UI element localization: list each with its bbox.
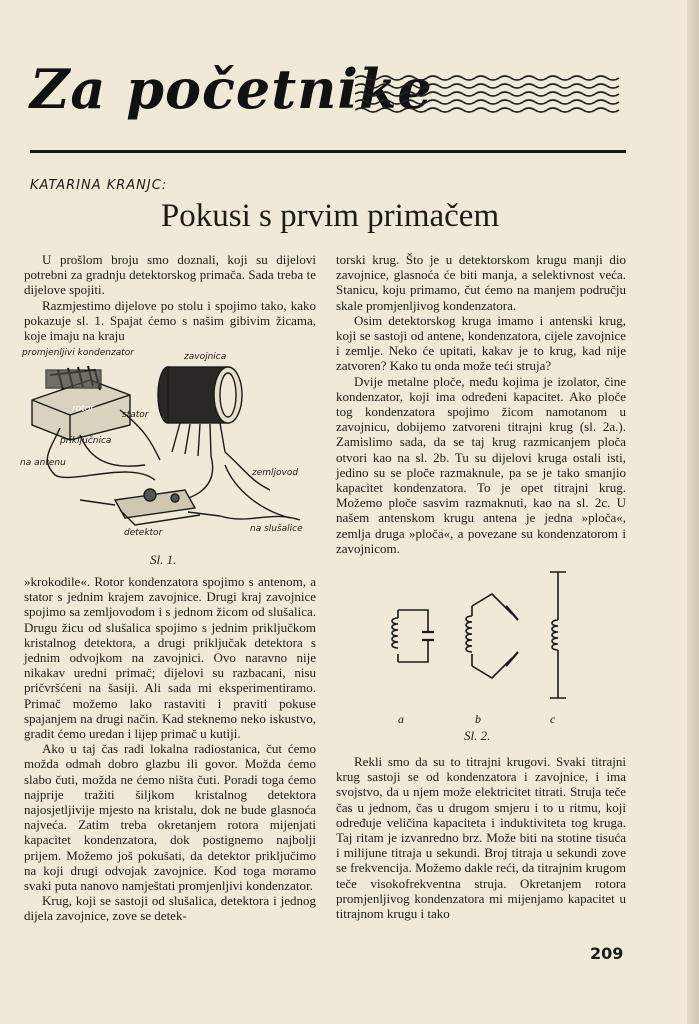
section-title: Za početnike	[30, 57, 433, 121]
paragraph: Osim detektorskog kruga imamo i antenski krug, koji se sastoji od antene, kondenzatora, cijele zavojnice i zemlje. Neko će upitati, kakav je to krug, kad nije zatvoren? Kako tu onda može teći struja?	[336, 312, 626, 374]
article-title: Pokusi s prvim primačem	[160, 198, 500, 234]
paragraph: »krokodile«. Rotor kondenzatora spojimo s antenom, a stator s jednim krajem zavojnice. Drugi kraj zavojnice spojimo sa zemljovodom i s jednom žicom od slušalica. Drugu žicu od slušalica spojimo s jednim priključkom kristalnog detektora, a drugi priključak detektora s jednim odvojkom na zavojnici. Ovo naravno nije nikakav uredni primač; dijelovi su razbacani, nisu pričvršćeni na šasiji. Ali sada mi eksperimentiramo. Primač možemo lako rastaviti i praviti pokuse spajanjem na drugi način. Kad steknemo neko iskustvo, gradit ćemo uredan i lijep primač u kutiji.	[24, 574, 316, 742]
left-column-body	[24, 574, 316, 924]
right-column-body	[336, 754, 626, 921]
paragraph: Ako u taj čas radi lokalna radiostanica, čut ćemo možda odmah dobro glazbu ili govor. Možda ćemo slabo čuti, možda ne ćemo ništa čuti. Poradi toga ćemo najprije tražiti šiljkom kristalnog detektora najosjetljivije mjesto na kristalu, dok ne bude glasnoća najveća. Zatim treba okretanjem rotora mijenjati kapacitet kondenzatora, dok postignemo najbolji prijem. Možemo još pokušati, da detektor priključimo na koji drugi odvojak zavojnice. Kod toga moramo svaki puta nanovo namještati promjenljivi kondenzator.	[24, 741, 316, 894]
figure-1-label: rotor	[72, 404, 94, 414]
figure-2-label-b: b	[475, 712, 481, 726]
figure-1-caption: Sl. 1.	[150, 552, 177, 567]
paragraph: torski krug. Što je u detektorskom krugu manji dio zavojnice, glasnoća će biti manja, a selektivnost veća. Stanicu, koju primamo, čut ćemo na manjem području skale promjenljivog kondenzatora.	[336, 252, 626, 313]
figure-2-drawing	[380, 570, 600, 710]
page-number: 209	[590, 944, 624, 963]
figure-1-label: na antenu	[20, 458, 66, 468]
figure-1-label: zavojnica	[184, 352, 227, 362]
paragraph: U prošlom broju smo doznali, koji su dijelovi potrebni za gradnju detektorskog primača. Sada treba te dijelove spojiti.	[24, 252, 316, 298]
figure-1-label: promjenljivi kondenzator	[22, 348, 134, 358]
paragraph: Rekli smo da su to titrajni krugovi. Svaki titrajni krug sastoji se od kondenzatora i zavojnice, i ima svojstvo, da u njem može elektricitet titrati. Struja teče čas u jednom, čas u drugom smjeru i to u ritmu, koji određuje veličina kapaciteta i induktiviteta tog kruga. Taj ritam je izvanredno brz. Može biti na stotine tisuća i milijune titraja u sekundi. Broj titraja u sekundi zove se frekvencija. Možemo dakle reći, da titrajnim krugom teče visokofrekventna struja. Okretanjem rotora promjenljivog kondenzatora mi mijenjamo kapacitet u titrajnom krugu i tako	[336, 754, 626, 922]
figure-1-label: na slušalice	[250, 524, 303, 534]
paragraph: Dvije metalne ploče, među kojima je izolator, čine kondenzator, koji ima određeni kapacitet. Ako ploče tog kondenzatora spojimo žicom namotanom u zavojnicu, dobijemo zatvoreni titrajni krug (sl. 2a.). Zamislimo sada, da se taj krug razmicanjem ploča otvori kao na sl. 2b. Tu su dijelovi kruga ostali isti, jedino su se ploče razmaknule, pa se je tako smanjio kapacitet kondenzatora. To je opet titrajni krug. Možemo ploče sasvim razmaknuti, kao na sl. 2c. U našem antenskom krugu antena je jedna »ploča«, zemlja druga »ploča«, a povezane su kondenzatorom i zavojnicom.	[336, 373, 626, 556]
paragraph: Krug, koji se sastoji od slušalica, detektora i jednog dijela zavojnice, zove se detek-	[24, 893, 316, 924]
figure-1-label: stator	[122, 410, 149, 420]
figure-1-label: detektor	[124, 528, 163, 538]
article-author: KATARINA KRANJC:	[30, 178, 168, 193]
right-column-intro	[336, 252, 626, 556]
figure-2-label-c: c	[550, 712, 556, 726]
figure-1-receiver-setup	[20, 340, 320, 550]
figure-2-caption: Sl. 2.	[464, 728, 491, 743]
paragraph: Razmjestimo dijelove po stolu i spojimo tako, kako pokazuje sl. 1. Spajat ćemo s našim gibivim žicama, koje imaju na kraju	[24, 297, 316, 344]
header-wave-decoration	[355, 74, 625, 122]
figure-1-label: zemljovod	[252, 468, 299, 478]
figure-1-label: priključnica	[60, 436, 112, 446]
header-rule	[30, 150, 626, 153]
figure-2-oscillating-circuits	[380, 570, 600, 726]
figure-2-label-a: a	[398, 712, 404, 726]
left-column-intro	[24, 252, 316, 343]
